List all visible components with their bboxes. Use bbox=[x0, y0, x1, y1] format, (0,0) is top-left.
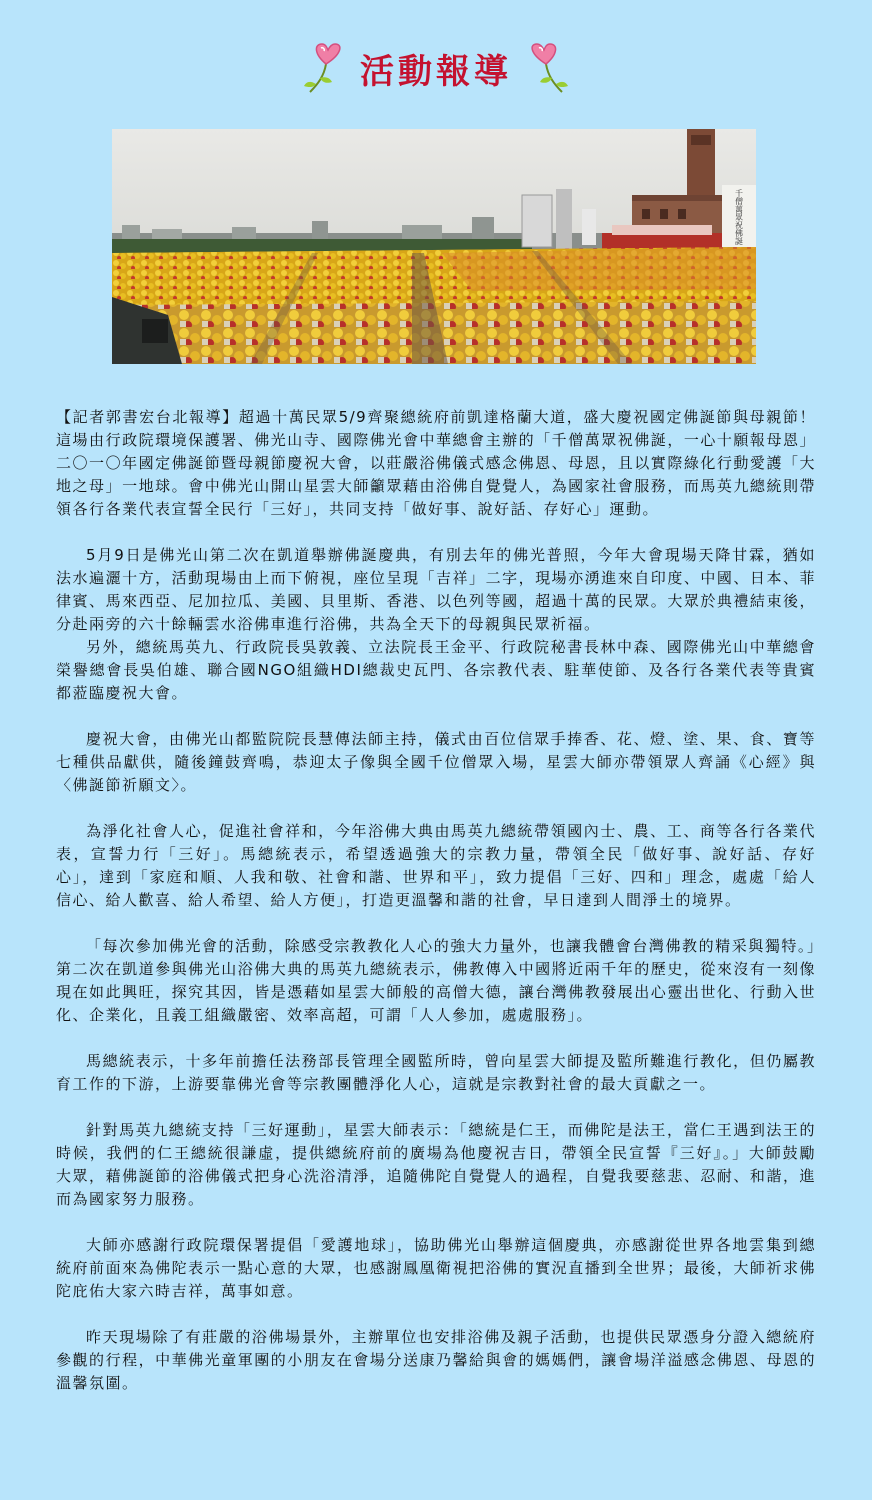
article-paragraph: 另外，總統馬英九、行政院長吳敦義、立法院長王金平、行政院秘書長林中森、國際佛光山中華總會榮譽總會長吳伯雄、聯合國NGO組織HDI總裁史瓦門、各宗教代表、駐華使節、及各行各業代表等貴賓都蒞臨慶祝大會。 bbox=[56, 638, 816, 702]
article-paragraph: 慶祝大會，由佛光山都監院院長慧傳法師主持，儀式由百位信眾手捧香、花、燈、塗、果、食、寶等七種供品獻供，隨後鐘鼓齊鳴，恭迎太子像與全國千位僧眾入場，星雲大師亦帶領眾人齊誦《心經》與〈佛誕節祈願文〉。 bbox=[56, 730, 816, 794]
page-title: 活動報導 bbox=[360, 51, 512, 92]
article-paragraph: 大師亦感謝行政院環保署提倡「愛護地球」，協助佛光山舉辦這個慶典，亦感謝從世界各地雲集到總統府前面來為佛陀表示一點心意的大眾，也感謝鳳凰衛視把浴佛的實況直播到全世界；最後，大師祈求佛陀庇佑大家六時吉祥，萬事如意。 bbox=[56, 1236, 816, 1300]
article-body bbox=[56, 406, 816, 1395]
heart-flower-icon bbox=[526, 40, 570, 96]
article-paragraph: 為淨化社會人心，促進社會祥和，今年浴佛大典由馬英九總統帶領國內士、農、工、商等各行各業代表，宣誓力行「三好」。馬總統表示，希望透過強大的宗教力量，帶領全民「做好事、說好話、存好心」，達到「家庭和順、人我和敬、社會和諧、世界和平」，致力提倡「三好、四和」理念，處處「給人信心、給人歡喜、給人希望、給人方便」，打造更溫馨和諧的社會，早日達到人間淨土的境界。 bbox=[56, 822, 816, 909]
banner-text: 千僧萬眾祝佛誕 bbox=[734, 189, 744, 245]
article-paragraph: 針對馬英九總統支持「三好運動」，星雲大師表示：「總統是仁王，而佛陀是法王，當仁王遇到法王的時候，我們的仁王總統很謙虛，提供總統府前的廣場為他慶祝吉日，帶領全民宣誓『三好』。」大師鼓勵大眾，藉佛誕節的浴佛儀式把身心洗浴清淨，追隨佛陀自覺覺人的過程，自覺我要慈悲、忍耐、和諧，進而為國家努力服務。 bbox=[56, 1121, 816, 1208]
article-paragraph: 【記者郭書宏台北報導】超過十萬民眾5/9齊聚總統府前凱達格蘭大道，盛大慶祝國定佛誕節與母親節！這場由行政院環境保護署、佛光山寺、國際佛光會中華總會主辦的「千僧萬眾祝佛誕，一心十願報母恩」二〇一〇年國定佛誕節暨母親節慶祝大會，以莊嚴浴佛儀式感念佛恩、母恩，且以實際綠化行動愛護「大地之母」一地球。會中佛光山開山星雲大師籲眾藉由浴佛自覺覺人，為國家社會服務，而馬英九總統則帶領各行各業代表宣誓全民行「三好」，共同支持「做好事、說好話、存好心」運動。 bbox=[56, 408, 816, 518]
event-panorama-photo bbox=[112, 129, 756, 364]
article-paragraph: 馬總統表示，十多年前擔任法務部長管理全國監所時，曾向星雲大師提及監所難進行教化，但仍屬教育工作的下游，上游要靠佛光會等宗教團體淨化人心，這就是宗教對社會的最大貢獻之一。 bbox=[56, 1052, 816, 1093]
page-header bbox=[0, 38, 872, 98]
heart-flower-icon bbox=[302, 40, 346, 96]
article-paragraph: 5月9日是佛光山第二次在凱道舉辦佛誕慶典，有別去年的佛光普照，今年大會現場天降甘霖，猶如法水遍灑十方，活動現場由上而下俯視，座位呈現「吉祥」二字，現場亦湧進來自印度、中國、日本、菲律賓、馬來西亞、尼加拉瓜、美國、貝里斯、香港、以色列等國，超過十萬的民眾。大眾於典禮結束後，分赴兩旁的六十餘輛雲水浴佛車進行浴佛，共為全天下的母親與民眾祈福。 bbox=[56, 546, 816, 633]
article-paragraph: 昨天現場除了有莊嚴的浴佛場景外，主辦單位也安排浴佛及親子活動，也提供民眾憑身分證入總統府參觀的行程，中華佛光童軍團的小朋友在會場分送康乃馨給與會的媽媽們，讓會場洋溢感念佛恩、母恩的溫馨氛圍。 bbox=[56, 1328, 816, 1392]
article-paragraph: 「每次參加佛光會的活動，除感受宗教教化人心的強大力量外，也讓我體會台灣佛教的精采與獨特。」第二次在凱道參與佛光山浴佛大典的馬英九總統表示，佛教傳入中國將近兩千年的歷史，從來沒有一刻像現在如此興旺，探究其因，皆是憑藉如星雲大師般的高僧大德，讓台灣佛教發展出心靈出世化、行動入世化、企業化，且義工組織嚴密、效率高超，可謂「人人參加，處處服務」。 bbox=[56, 937, 816, 1024]
